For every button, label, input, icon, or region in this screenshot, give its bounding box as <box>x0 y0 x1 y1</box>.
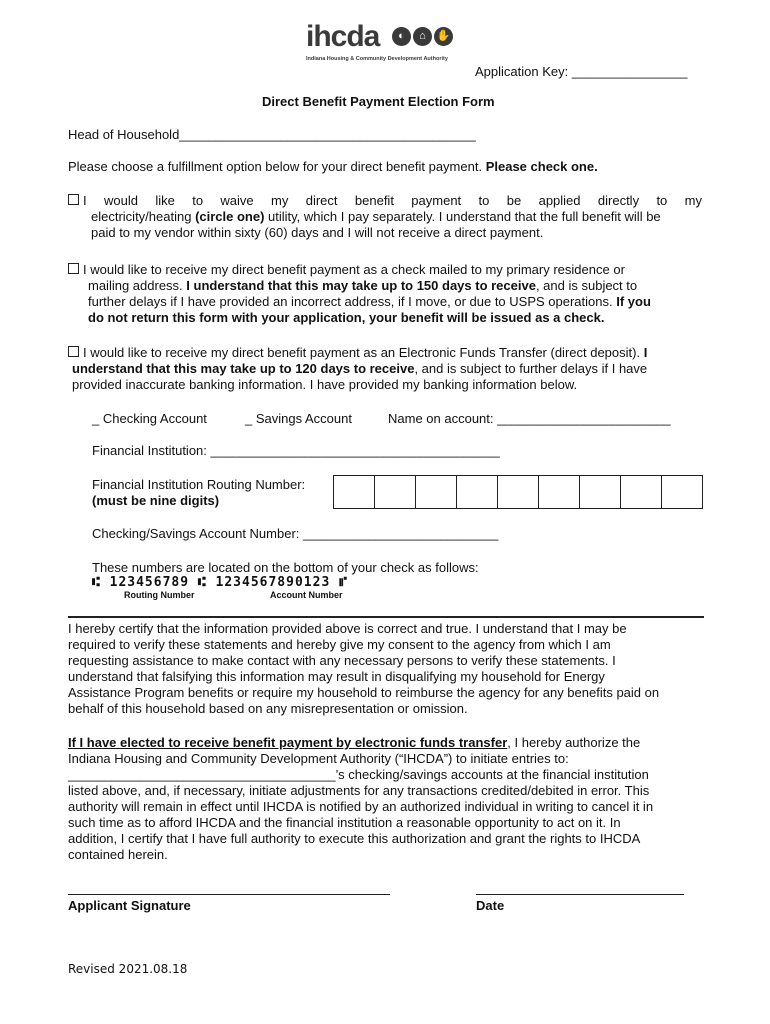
option-check <box>68 262 708 326</box>
option-eft-line3: provided inaccurate banking information. I have provided my banking information below. <box>72 377 578 392</box>
option-eft <box>68 345 708 393</box>
numbers-location-text: These numbers are located on the bottom of your check as follows: <box>92 560 479 575</box>
logo-wordmark: ihcda <box>306 20 380 53</box>
option-check-line2: mailing address. I understand that this may take up to 150 days to receive, and is subject to <box>88 278 638 293</box>
logo-circle-icon: ◐ <box>392 27 411 46</box>
date-label: Date <box>476 898 505 913</box>
ihcda-logo <box>306 22 476 68</box>
certification-paragraph: I hereby certify that the information provided above is correct and true. I understand that I may be required to verify these statements and hereby give my consent to the agency from which I am requesting assistance to make contact with any necessary persons to verify these statements. I understand that falsifying this information may result in disqualifying my household for Energy Assistance Program benefits or require my household to reimburse the agency for any benefits paid on behalf of this household based on any misrepresentation or omission. <box>68 621 660 716</box>
check-micr-line: ⑆ 123456789 ⑆ 1234567890123 ⑈ <box>92 575 348 590</box>
routing-digit-box[interactable] <box>375 476 416 509</box>
option-waive-line1: I would like to waive my direct benefit payment to be applied directly to my <box>68 193 702 209</box>
eft-checkbox[interactable] <box>68 346 79 357</box>
applicant-signature-label: Applicant Signature <box>68 898 191 913</box>
routing-digit-box[interactable] <box>498 476 539 509</box>
revised-date: Revised 2021.08.18 <box>68 962 188 976</box>
routing-digit-box[interactable] <box>662 476 703 509</box>
waive-checkbox[interactable] <box>68 194 79 205</box>
option-waive <box>68 193 702 241</box>
eft-heading: If I have elected to receive benefit payment by electronic funds transfer <box>68 735 508 750</box>
intro-sentence: Please choose a fulfillment option below for your direct benefit payment. <box>68 159 483 174</box>
logo-hand-icon: ✋ <box>434 27 453 46</box>
checking-blank: _ <box>92 411 103 426</box>
logo-subtitle: Indiana Housing & Community Development Authority <box>306 56 448 62</box>
option-check-line1: I would like to receive my direct benefit payment as a check mailed to my primary residence or <box>68 262 708 278</box>
date-line[interactable] <box>476 894 684 895</box>
account-number-field[interactable]: Checking/Savings Account Number: ___________________________ <box>92 526 499 541</box>
logo-house-icon: ⌂ <box>413 27 432 46</box>
account-holder-blank[interactable]: _____________________________________’s checking/savings accounts at the financial institution <box>68 767 649 782</box>
savings-account-option[interactable]: _ Savings Account <box>245 411 352 426</box>
applicant-signature-line[interactable] <box>68 894 390 895</box>
financial-institution-field[interactable]: Financial Institution: ________________________________________ <box>92 443 500 458</box>
application-key: Application Key: ________________ <box>475 64 688 79</box>
routing-digit-box[interactable] <box>621 476 662 509</box>
routing-number-boxes[interactable] <box>333 475 703 509</box>
routing-digit-box[interactable] <box>416 476 457 509</box>
form-title: Direct Benefit Payment Election Form <box>262 94 495 109</box>
routing-digit-box[interactable] <box>334 476 375 509</box>
logo-icons <box>392 27 455 46</box>
option-eft-line2: understand that this may take up to 120 days to receive, and is subject to further delays if I have <box>72 361 648 376</box>
head-of-household-field[interactable]: Head of Household_________________________________________ <box>68 127 476 142</box>
option-check-line4: do not return this form with your application, your benefit will be issued as a check. <box>88 310 605 325</box>
routing-number-label: Financial Institution Routing Number: <box>92 477 306 492</box>
option-waive-line2: electricity/heating (circle one) utility, which I pay separately. I understand that the full benefit will be <box>91 209 661 224</box>
intro-text <box>68 159 598 175</box>
routing-digit-box[interactable] <box>580 476 621 509</box>
section-divider <box>68 616 704 618</box>
savings-blank: _ <box>245 411 256 426</box>
option-eft-line1: I would like to receive my direct benefit payment as an Electronic Funds Transfer (direct deposit). I <box>68 345 708 361</box>
routing-number-caption: Routing Number <box>124 590 195 600</box>
routing-digit-box[interactable] <box>539 476 580 509</box>
checking-account-option[interactable]: _ Checking Account <box>92 411 207 426</box>
account-number-caption: Account Number <box>270 590 343 600</box>
name-on-account-field[interactable]: Name on account: ________________________ <box>388 411 671 426</box>
intro-instruction: Please check one. <box>485 159 598 174</box>
routing-digit-box[interactable] <box>457 476 498 509</box>
option-check-line3: further delays if I have provided an incorrect address, if I move, or due to USPS operations. If you <box>88 294 651 309</box>
routing-number-note: (must be nine digits) <box>92 493 220 508</box>
check-mailed-checkbox[interactable] <box>68 263 79 274</box>
option-waive-line3: paid to my vendor within sixty (60) days and I will not receive a direct payment. <box>91 225 544 240</box>
eft-authorization-paragraph: If I have elected to receive benefit payment by electronic funds transfer, I hereby authorize the Indiana Housing and Community Development Authority (“IHCDA”) to initiate entries to: _____________________________________’s checking/savings accounts at the financial institution listed above, and, if necessary, initiate adjustments for any transactions credited/debited in error. This authority will remain in effect until IHCDA is notified by an authorized individual in writing to cancel it in such time as to afford IHCDA and the financial institution a reasonable opportunity to act on it. In addition, I certify that I have full authority to execute this authorization and grant the rights to IHCDA contained herein. <box>68 735 654 862</box>
